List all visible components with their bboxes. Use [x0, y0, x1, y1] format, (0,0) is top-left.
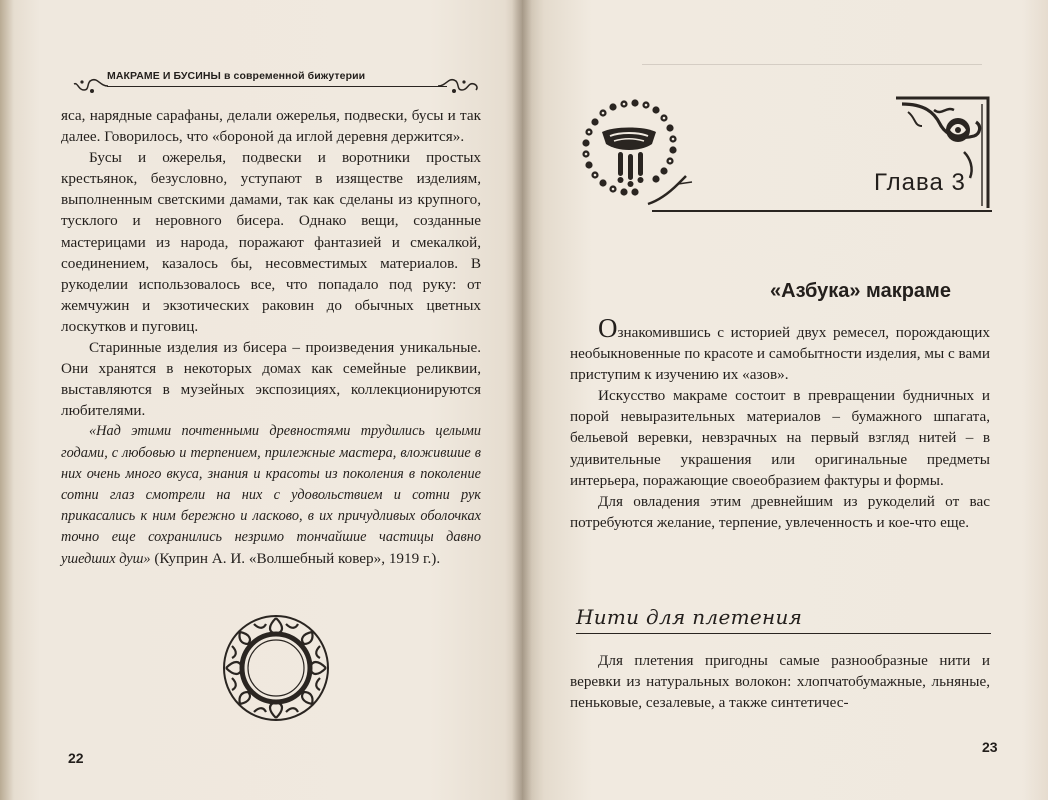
right-page-body-continued	[570, 650, 990, 713]
paragraph-text: знакомившись с историей двух ремесел, порождающих необыкновенные по красоте и самобытности изделия, мы с вами приступим к изучению их «азов».	[570, 324, 990, 384]
circular-ornament-icon	[220, 612, 332, 724]
drop-cap: О	[598, 313, 618, 343]
flourish-right-icon	[436, 74, 480, 100]
page-number-right: 23	[982, 739, 998, 755]
quote-source: (Куприн А. И. «Волшебный ковер», 1919 г.).	[150, 549, 441, 567]
running-head-title: МАКРАМЕ И БУСИНЫ	[107, 70, 221, 82]
right-page-body	[570, 313, 990, 533]
running-head-subtitle: в современной бижутерии	[220, 70, 366, 82]
subsection-rule	[576, 633, 991, 634]
section-title: «Азбука» макраме	[770, 280, 951, 302]
paragraph: Бусы и ожерелья, подвески и воротники простых крестьянок, безусловно, уступают в изяществе изделиям, выполненным светскими дамами, так как сделаны из крупного, тусклого и неровного бисера. Однако вещи, созданные мастерицами из народа, поражают фантазией и смекалкой, соединением, казалось бы, несовместимых материалов. В рукоделии использовалось все, что попадало под руку: от жемчужин и экзотических раковин до обычных цветных лоскутков и пуговиц.	[61, 149, 481, 335]
paragraph: яса, нарядные сарафаны, делали ожерелья, подвески, бусы и так далее. Говорилось, что «бороной да иглой деревня держится».	[61, 107, 481, 146]
paragraph: Для овладения этим древнейшим из рукоделий от вас потребуются желание, терпение, увлеченность и кое-что еще.	[570, 492, 990, 531]
page-number-left: 22	[68, 750, 84, 766]
bead-necklace-medallion-icon	[574, 96, 694, 214]
book-gutter	[512, 0, 532, 800]
bleed-through-line	[642, 64, 982, 65]
right-page	[522, 0, 1048, 800]
quote-text: «Над этими почтенными древностями трудились целыми годами, с любовью и терпением, прилежные мастера, вложившие в них очень много вкуса, знания и красоты из поколения в поколение сотни глаз смотрели на них с удовольствием и сотни рук прикасались к ним бережно и ласково, в их причудливых оболочках точно еще сохранились незримо тончайшие частицы давно ушедших душ»	[61, 423, 481, 567]
paragraph: Старинные изделия из бисера – произведения уникальные. Они хранятся в некоторых домах как семейные реликвии, выставляются в музейных экспозициях, коллекционируются любителями.	[61, 339, 481, 420]
paragraph: Для плетения пригодны самые разнообразные нити и веревки из натуральных волокон: хлопчатобумажные, льняные, пеньковые, сезалевые, а также синтетичес-	[570, 652, 990, 712]
subsection-title: Нити для плетения	[576, 605, 803, 629]
paragraph: Искусство макраме состоит в превращении будничных и порой невыразительных материалов – бумажного шпагата, бельевой веревки, невзрачных на первый взгляд нитей – в удивительные украшения или оригинальные предметы интерьера, поражающие своеобразием фактуры и формы.	[570, 387, 990, 489]
left-page	[0, 0, 522, 800]
running-head-rule	[107, 86, 447, 87]
quote-paragraph	[61, 421, 481, 570]
paragraph	[570, 313, 990, 385]
chapter-rule	[652, 210, 992, 212]
chapter-label: Глава 3	[874, 169, 966, 196]
running-head	[107, 70, 465, 82]
flourish-left-icon	[70, 74, 110, 98]
left-page-body	[61, 105, 481, 570]
